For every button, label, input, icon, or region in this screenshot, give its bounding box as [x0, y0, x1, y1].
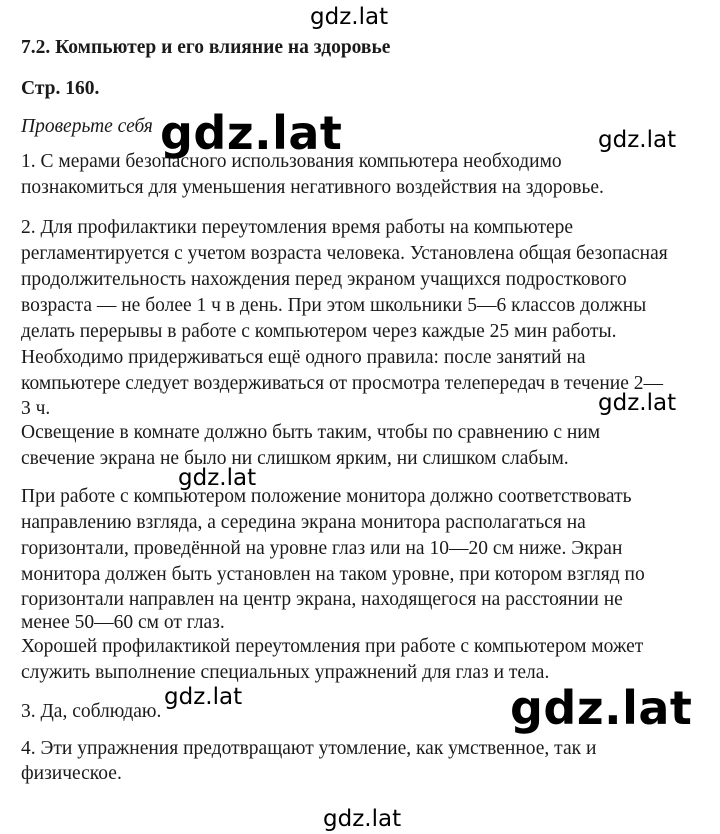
lighting-line-2: свечение экрана не было ни слишком ярким, ни слишком слабым.: [21, 448, 569, 469]
watermark-text: gdz.lat: [164, 684, 243, 710]
watermark-text: gdz.lat: [160, 106, 343, 160]
answer-2-line-4: возраста — не более 1 ч в день. При этом школьники 5—6 классов должны: [21, 295, 647, 316]
answer-2-line-8: 3 ч.: [21, 398, 51, 419]
monitor-line-5: горизонтали направлен на центр экрана, находящегося на расстоянии не: [21, 589, 623, 610]
answer-2-line-1: 2. Для профилактики переутомления время работы на компьютере: [21, 217, 574, 238]
watermark-text: gdz.lat: [323, 806, 402, 832]
monitor-line-1: При работе с компьютером положение монитора должно соответствовать: [21, 486, 632, 507]
watermark-text: gdz.lat: [598, 390, 677, 416]
prevention-line-1: Хорошей профилактикой переутомления при работе с компьютером может: [21, 636, 644, 657]
monitor-line-6: менее 50—60 см от глаз.: [21, 612, 225, 633]
monitor-line-3: горизонтали, проведённой на уровне глаз или на 10—20 см ниже. Экран: [21, 538, 623, 559]
answer-2-line-7: компьютере следует воздерживаться от просмотра телепередач в течение 2—: [21, 373, 663, 394]
watermark-text: gdz.lat: [598, 127, 677, 153]
watermark-text: gdz.lat: [178, 465, 257, 491]
answer-2-line-5: делать перерывы в работе с компьютером через каждые 25 мин работы.: [21, 321, 617, 342]
prevention-line-2: служить выполнение специальных упражнений для глаз и тела.: [21, 662, 550, 683]
page-reference: Стр. 160.: [21, 78, 100, 99]
watermark-text: gdz.lat: [510, 681, 693, 735]
lighting-line-1: Освещение в комнате должно быть таким, чтобы по сравнению с ним: [21, 422, 601, 443]
check-yourself-label: Проверьте себя: [21, 116, 153, 137]
answer-4-line-2: физическое.: [21, 763, 122, 784]
answer-1-line-1: 1. С мерами безопасного использования компьютера необходимо: [21, 151, 562, 172]
section-heading: 7.2. Компьютер и его влияние на здоровье: [21, 37, 391, 58]
monitor-line-2: направлению взгляда, а середина экрана монитора располагаться на: [21, 512, 586, 533]
answer-2-line-3: продолжительность нахождения перед экраном учащихся подросткового: [21, 269, 627, 290]
answer-4-line-1: 4. Эти упражнения предотвращают утомление, как умственное, так и: [21, 738, 597, 759]
answer-1-line-2: познакомиться для уменьшения негативного воздействия на здоровье.: [21, 177, 604, 198]
answer-2-line-6: Необходимо придерживаться ещё одного правила: после занятий на: [21, 347, 586, 368]
monitor-line-4: монитора должен быть установлен на таком уровне, при котором взгляд по: [21, 564, 645, 585]
watermark-text: gdz.lat: [310, 4, 389, 30]
answer-2-line-2: регламентируется с учетом возраста человека. Установлена общая безопасная: [21, 243, 668, 264]
answer-3: 3. Да, соблюдаю.: [21, 701, 162, 722]
